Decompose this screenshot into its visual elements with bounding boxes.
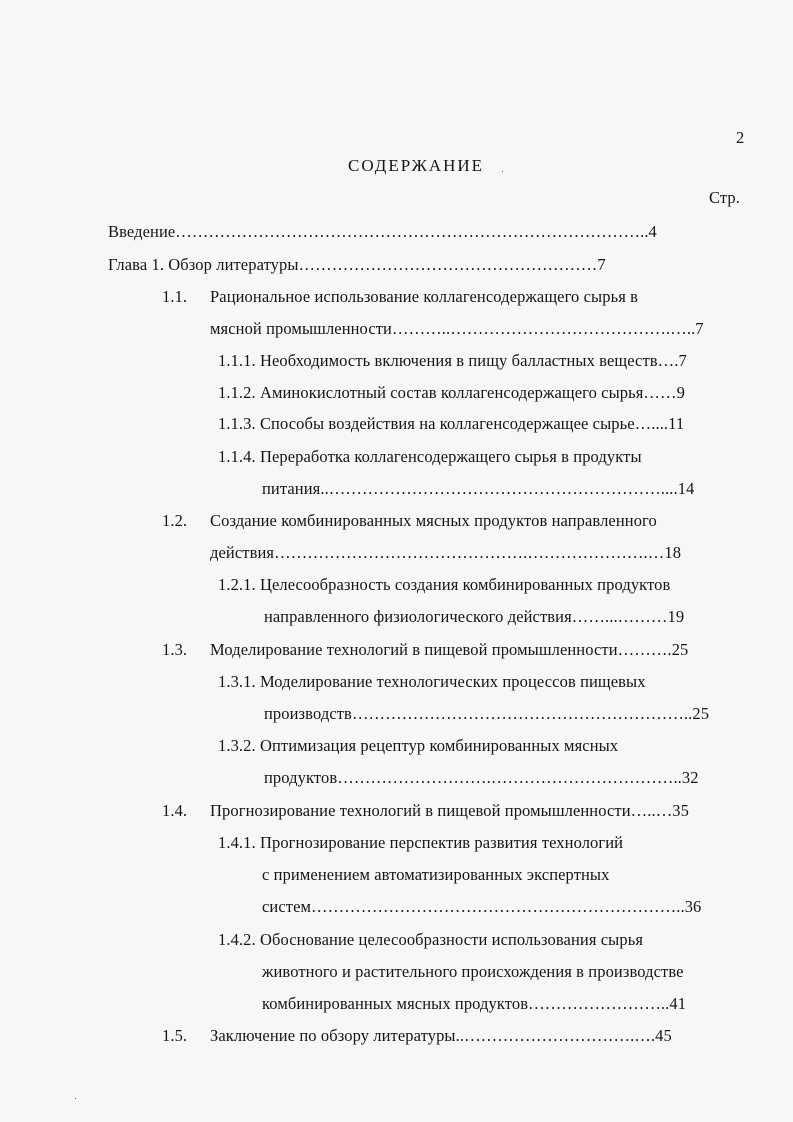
toc-entry-number: 1.5. xyxy=(162,1026,188,1045)
toc-entry-1-2-1[interactable]: 1.2.1. Целесообразность создания комбинированных продуктов xyxy=(218,575,671,594)
page-title: СОДЕРЖАНИЕ xyxy=(348,156,485,175)
toc-entry-1-1-4[interactable]: 1.1.4. Переработка коллагенсодержащего сырья в продукты xyxy=(218,447,642,466)
scan-speck xyxy=(75,1098,76,1099)
toc-entry-1-1-4-cont[interactable]: питания..……………………………………………………....14 xyxy=(262,479,695,498)
toc-entry-number: 1.2. xyxy=(162,511,188,530)
toc-entry-introduction[interactable]: Введение…………………………………………………………………………..4 xyxy=(108,222,657,241)
toc-entry-1-4-1[interactable]: 1.4.1. Прогнозирование перспектив развития технологий xyxy=(218,833,624,852)
toc-entry-1-3[interactable]: Моделирование технологий в пищевой промышленности……….25 xyxy=(210,640,689,659)
toc-entry-1-4[interactable]: Прогнозирование технологий в пищевой промышленности…..…35 xyxy=(210,801,690,820)
page-column-label: Стр. xyxy=(709,188,740,207)
toc-entry-number: 1.1. xyxy=(162,287,188,306)
toc-entry-1-1[interactable]: Рациональное использование коллагенсодержащего сырья в xyxy=(210,287,638,306)
toc-entry-1-4-2-cont[interactable]: животного и растительного происхождения в производстве xyxy=(262,962,684,981)
page-number: 2 xyxy=(736,128,745,147)
toc-entry-1-1-cont[interactable]: мясной промышленности………..………………………………….…..7 xyxy=(210,319,704,338)
toc-entry-1-1-1[interactable]: 1.1.1. Необходимость включения в пищу балластных веществ….7 xyxy=(218,351,687,370)
toc-entry-1-3-2-cont[interactable]: продуктов……………………….……………………………..32 xyxy=(264,768,699,787)
toc-entry-1-2[interactable]: Создание комбинированных мясных продуктов направленного xyxy=(210,511,657,530)
toc-entry-1-4-2-cont2[interactable]: комбинированных мясных продуктов……………………..41 xyxy=(262,994,687,1013)
toc-entry-1-3-1[interactable]: 1.3.1. Моделирование технологических процессов пищевых xyxy=(218,672,646,691)
toc-entry-1-3-1-cont[interactable]: производств……………………………………………………..25 xyxy=(264,704,710,723)
toc-entry-chapter-1[interactable]: Глава 1. Обзор литературы………………………………………………7 xyxy=(108,255,606,274)
toc-entry-1-3-2[interactable]: 1.3.2. Оптимизация рецептур комбинированных мясных xyxy=(218,736,619,755)
toc-entry-number: 1.3. xyxy=(162,640,188,659)
toc-entry-1-1-3[interactable]: 1.1.3. Способы воздействия на коллагенсодержащее сырье…....11 xyxy=(218,414,685,433)
toc-entry-1-2-cont[interactable]: действия……………………………………….………………….…18 xyxy=(210,543,682,562)
toc-entry-1-4-1-cont2[interactable]: систем…………………………………………………………..36 xyxy=(262,897,702,916)
toc-entry-1-5[interactable]: Заключение по обзору литературы..………………………….….45 xyxy=(210,1026,672,1045)
scan-speck xyxy=(502,171,503,172)
toc-entry-1-2-1-cont[interactable]: направленного физиологического действия……...………19 xyxy=(264,607,685,626)
toc-entry-1-4-1-cont[interactable]: с применением автоматизированных экспертных xyxy=(262,865,610,884)
toc-entry-1-4-2[interactable]: 1.4.2. Обоснование целесообразности использования сырья xyxy=(218,930,644,949)
toc-entry-number: 1.4. xyxy=(162,801,188,820)
toc-entry-1-1-2[interactable]: 1.1.2. Аминокислотный состав коллагенсодержащего сырья……9 xyxy=(218,383,685,402)
